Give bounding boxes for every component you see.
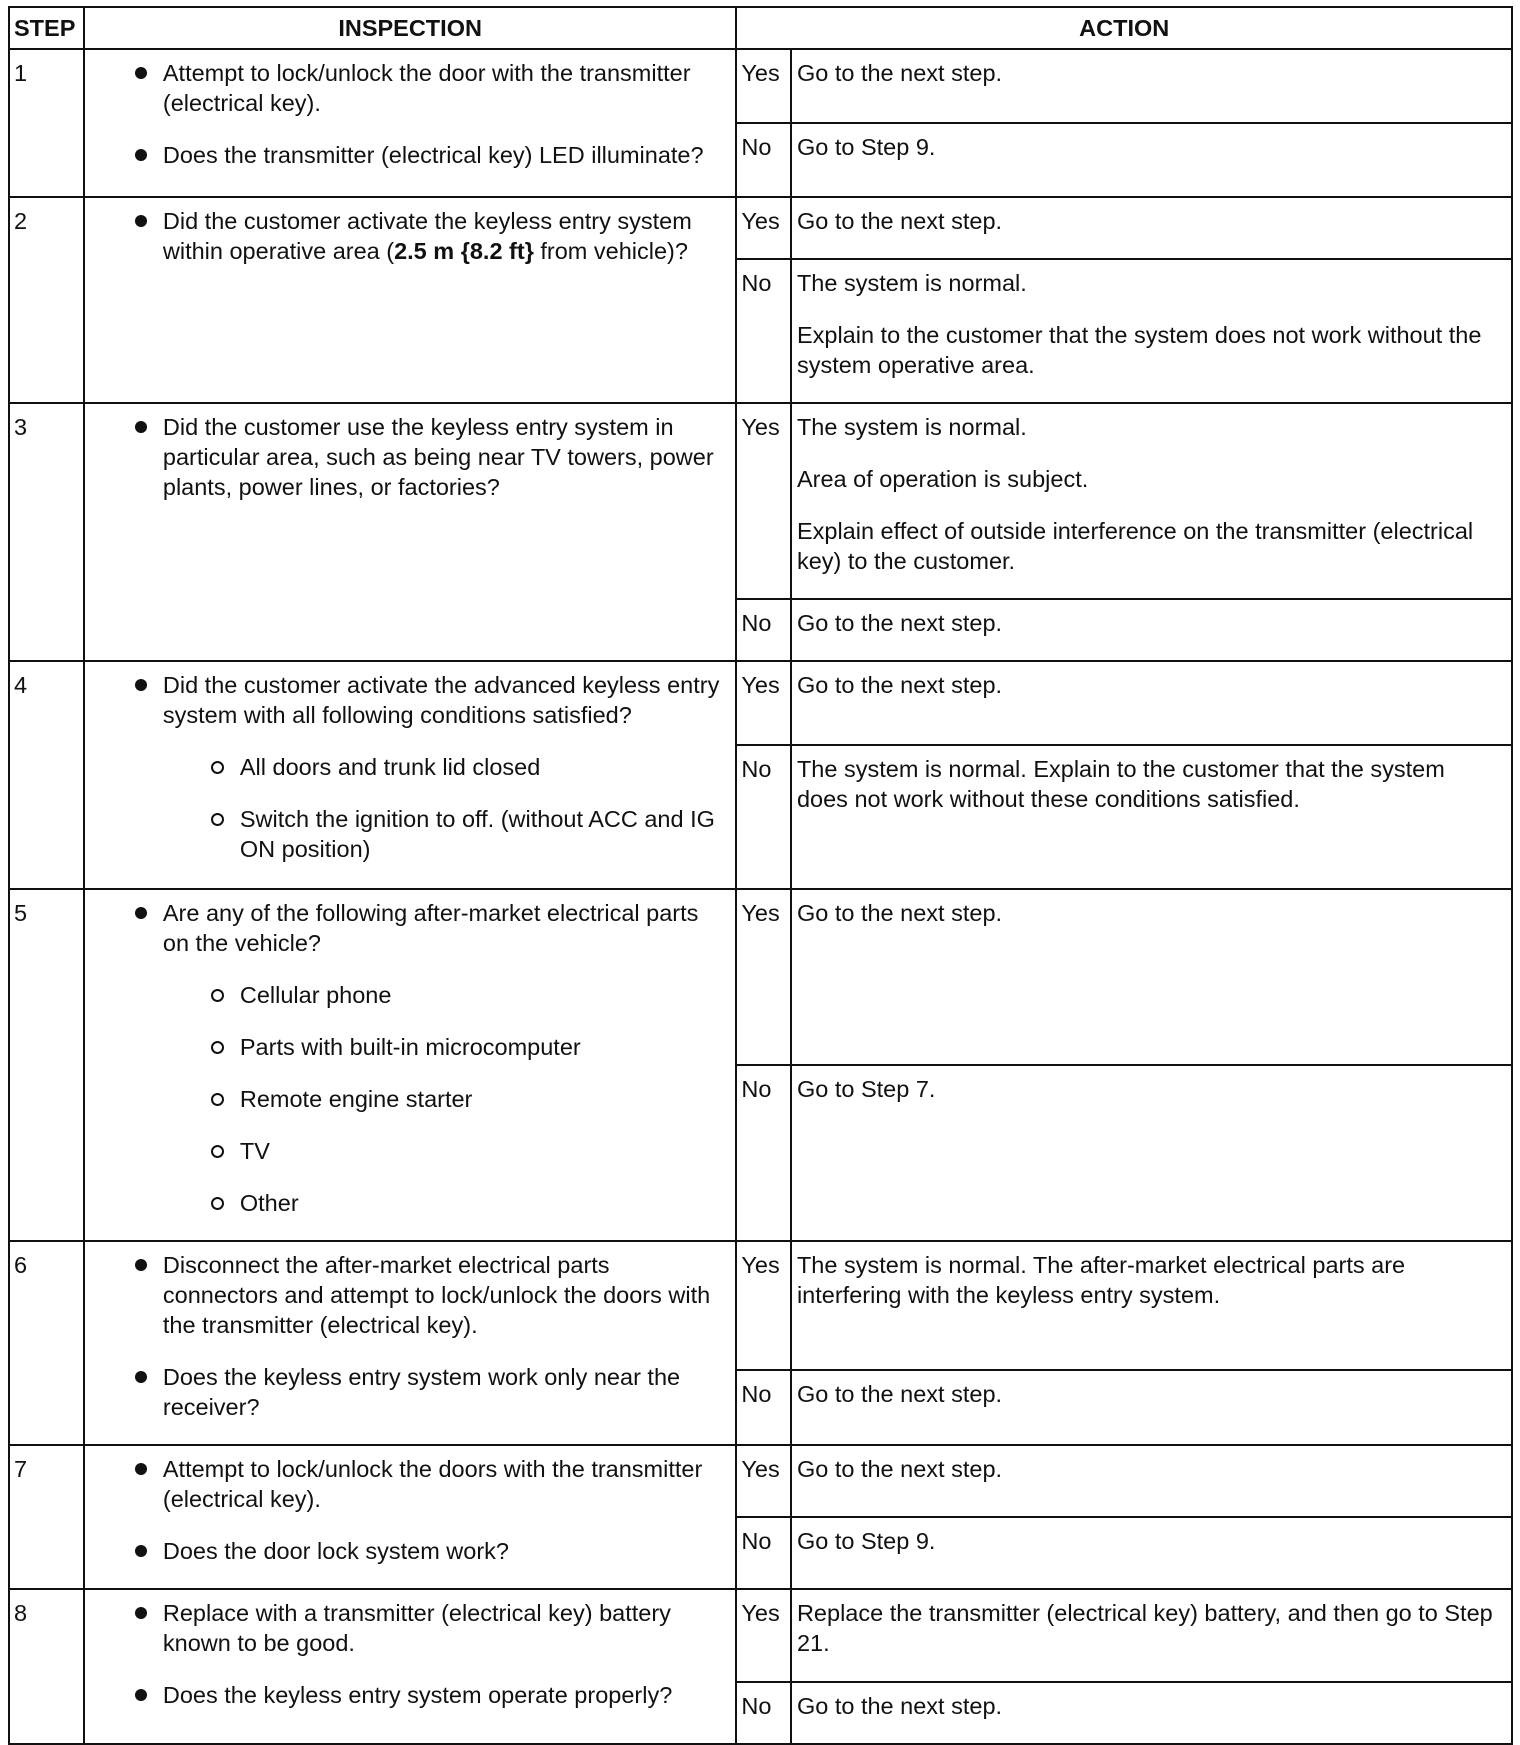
sub-item: All doors and trunk lid closed bbox=[85, 752, 726, 782]
diagnostic-table bbox=[8, 6, 1513, 1745]
inspection-cell bbox=[84, 49, 737, 197]
answer-cell: Yes bbox=[736, 403, 791, 599]
bullet-item: Attempt to lock/unlock the door with the transmitter (electrical key). bbox=[85, 58, 726, 118]
action-cell bbox=[791, 1065, 1512, 1241]
bullet-item: Did the customer activate the advanced keyless entry system with all following conditions satisfied? bbox=[85, 670, 726, 730]
inspection-cell bbox=[84, 403, 737, 661]
inspection-cell bbox=[84, 889, 737, 1241]
action-cell bbox=[791, 197, 1512, 259]
action-cell bbox=[791, 1517, 1512, 1589]
step-number: 1 bbox=[9, 49, 84, 197]
action-cell bbox=[791, 259, 1512, 403]
answer-cell: Yes bbox=[736, 49, 791, 123]
table-row bbox=[9, 1241, 1512, 1370]
bullet-item: Did the customer use the keyless entry system in particular area, such as being near TV towers, power plants, power lines, or factories? bbox=[85, 412, 726, 502]
step-number: 8 bbox=[9, 1589, 84, 1744]
bullet-item: Attempt to lock/unlock the doors with the transmitter (electrical key). bbox=[85, 1454, 726, 1514]
sub-item: Switch the ignition to off. (without ACC and IG ON position) bbox=[85, 804, 726, 864]
action-text: The system is normal. bbox=[796, 270, 1027, 296]
answer-cell: No bbox=[736, 745, 791, 889]
action-text: Go to the next step. bbox=[796, 1693, 1003, 1719]
answer-cell: No bbox=[736, 1065, 791, 1241]
answer-cell: Yes bbox=[736, 1445, 791, 1517]
action-text: Area of operation is subject. bbox=[796, 466, 1089, 492]
step-number: 5 bbox=[9, 889, 84, 1241]
inspection-cell bbox=[84, 197, 737, 403]
step-number: 3 bbox=[9, 403, 84, 661]
action-cell bbox=[791, 1241, 1512, 1370]
bullet-item: Does the keyless entry system operate properly? bbox=[85, 1680, 726, 1710]
inspection-cell bbox=[84, 661, 737, 889]
action-text: The system is normal. Explain to the customer that the system does not work without these conditions satisfied. bbox=[796, 756, 1445, 812]
action-text: Go to the next step. bbox=[796, 1456, 1003, 1482]
action-cell bbox=[791, 1682, 1512, 1744]
answer-cell: No bbox=[736, 599, 791, 661]
action-text: Go to the next step. bbox=[796, 60, 1003, 86]
action-cell bbox=[791, 889, 1512, 1065]
action-text: The system is normal. bbox=[796, 414, 1027, 440]
table-row bbox=[9, 1589, 1512, 1682]
action-text: Go to the next step. bbox=[796, 672, 1003, 698]
bullet-item: Did the customer activate the keyless entry system within operative area (2.5 m {8.2 ft} from vehicle)? bbox=[85, 206, 726, 266]
action-cell bbox=[791, 403, 1512, 599]
sub-item: Cellular phone bbox=[85, 980, 726, 1010]
table-row bbox=[9, 49, 1512, 123]
action-cell bbox=[791, 1445, 1512, 1517]
table-body bbox=[9, 49, 1512, 1744]
step-number: 6 bbox=[9, 1241, 84, 1445]
bullet-item: Does the keyless entry system work only near the receiver? bbox=[85, 1362, 726, 1422]
step-number: 4 bbox=[9, 661, 84, 889]
answer-cell: Yes bbox=[736, 1589, 791, 1682]
action-cell bbox=[791, 661, 1512, 745]
step-number: 2 bbox=[9, 197, 84, 403]
sub-item: Other bbox=[85, 1188, 726, 1218]
bullet-item: Replace with a transmitter (electrical key) battery known to be good. bbox=[85, 1598, 726, 1658]
answer-cell: No bbox=[736, 1682, 791, 1744]
sub-item: TV bbox=[85, 1136, 726, 1166]
action-text: Explain to the customer that the system does not work without the system operative area. bbox=[796, 322, 1482, 378]
action-text: The system is normal. The after-market electrical parts are interfering with the keyless entry system. bbox=[796, 1252, 1406, 1308]
action-text: Go to the next step. bbox=[796, 208, 1003, 234]
action-text: Go to Step 9. bbox=[796, 1528, 936, 1554]
action-cell bbox=[791, 123, 1512, 197]
table-row bbox=[9, 197, 1512, 259]
bullet-item: Are any of the following after-market electrical parts on the vehicle? bbox=[85, 898, 726, 958]
inspection-cell bbox=[84, 1241, 737, 1445]
action-text: Go to the next step. bbox=[796, 900, 1003, 926]
inspection-cell bbox=[84, 1445, 737, 1589]
bullet-item: Does the door lock system work? bbox=[85, 1536, 726, 1566]
inspection-header: INSPECTION bbox=[84, 7, 737, 49]
sub-item: Parts with built-in microcomputer bbox=[85, 1032, 726, 1062]
step-number: 7 bbox=[9, 1445, 84, 1589]
action-cell bbox=[791, 599, 1512, 661]
table-row bbox=[9, 661, 1512, 745]
answer-cell: Yes bbox=[736, 889, 791, 1065]
table-row bbox=[9, 889, 1512, 1065]
answer-cell: No bbox=[736, 1370, 791, 1445]
sub-item: Remote engine starter bbox=[85, 1084, 726, 1114]
action-cell bbox=[791, 49, 1512, 123]
action-cell bbox=[791, 745, 1512, 889]
answer-cell: Yes bbox=[736, 197, 791, 259]
action-text: Explain effect of outside interference on the transmitter (electrical key) to the customer. bbox=[796, 518, 1474, 574]
bullet-item: Does the transmitter (electrical key) LED illuminate? bbox=[85, 140, 726, 170]
answer-cell: Yes bbox=[736, 1241, 791, 1370]
action-text: Go to Step 9. bbox=[796, 134, 936, 160]
action-text: Go to Step 7. bbox=[796, 1076, 936, 1102]
answer-cell: Yes bbox=[736, 661, 791, 745]
action-text: Replace the transmitter (electrical key) battery, and then go to Step 21. bbox=[796, 1600, 1493, 1656]
answer-cell: No bbox=[736, 259, 791, 403]
action-text: Go to the next step. bbox=[796, 610, 1003, 636]
table-row bbox=[9, 403, 1512, 599]
answer-cell: No bbox=[736, 123, 791, 197]
bullet-item: Disconnect the after-market electrical parts connectors and attempt to lock/unlock the doors with the transmitter (electrical key). bbox=[85, 1250, 726, 1340]
header-row bbox=[9, 7, 1512, 49]
inspection-cell bbox=[84, 1589, 737, 1744]
answer-cell: No bbox=[736, 1517, 791, 1589]
action-cell bbox=[791, 1370, 1512, 1445]
table-row bbox=[9, 1445, 1512, 1517]
action-cell bbox=[791, 1589, 1512, 1682]
step-header: STEP bbox=[9, 7, 84, 49]
action-text: Go to the next step. bbox=[796, 1380, 1003, 1407]
action-header: ACTION bbox=[736, 7, 1512, 49]
